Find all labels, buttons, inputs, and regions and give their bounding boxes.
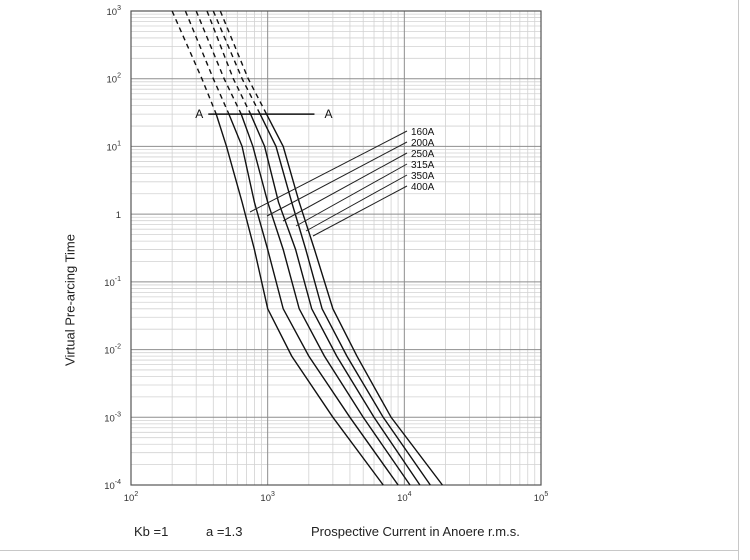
y-tick-label: 1 (115, 210, 121, 222)
a-a-marker-left: A (195, 107, 204, 122)
x-tick-label: $10^3$ (260, 491, 275, 504)
series-label-200A: 200A (411, 138, 435, 149)
y-tick-label: $10^{-4}$ (104, 479, 121, 492)
y-tick-label: $10^3$ (106, 5, 121, 18)
curve-solid-250A (241, 114, 410, 485)
y-tick-label: $10^{-3}$ (104, 411, 121, 425)
curve-dashed-250A (196, 11, 241, 114)
series-label-160A: 160A (411, 127, 435, 138)
frame-right-edge (738, 0, 739, 560)
a-label: a =1.3 (206, 524, 243, 539)
a-a-marker-right: A (324, 107, 333, 122)
y-tick-label: $10^1$ (106, 140, 121, 154)
y-tick-label: $10^{-2}$ (104, 343, 121, 357)
series-label-315A: 315A (411, 160, 435, 171)
y-tick-label: $10^{-1}$ (104, 275, 121, 289)
y-axis-label: Virtual Pre-arcing Time (62, 234, 78, 366)
leader-line-350A (306, 175, 407, 231)
curve-dashed-160A (172, 11, 216, 114)
x-tick-label: $10^4$ (397, 491, 412, 504)
x-tick-label: $10^5$ (533, 491, 549, 504)
series-label-250A: 250A (411, 149, 435, 160)
series-label-350A: 350A (411, 171, 435, 182)
curve-dashed-200A (185, 11, 229, 114)
y-tick-label: $10^2$ (106, 72, 121, 86)
kb-label: Kb =1 (134, 524, 169, 539)
x-axis-label: Prospective Current in Anoere r.m.s. (311, 524, 520, 539)
curve-solid-315A (251, 114, 420, 485)
series-label-400A: 400A (411, 182, 435, 193)
frame-bottom-edge (0, 550, 739, 551)
curve-dashed-350A (213, 11, 260, 114)
x-tick-label: $10^2$ (123, 491, 139, 504)
